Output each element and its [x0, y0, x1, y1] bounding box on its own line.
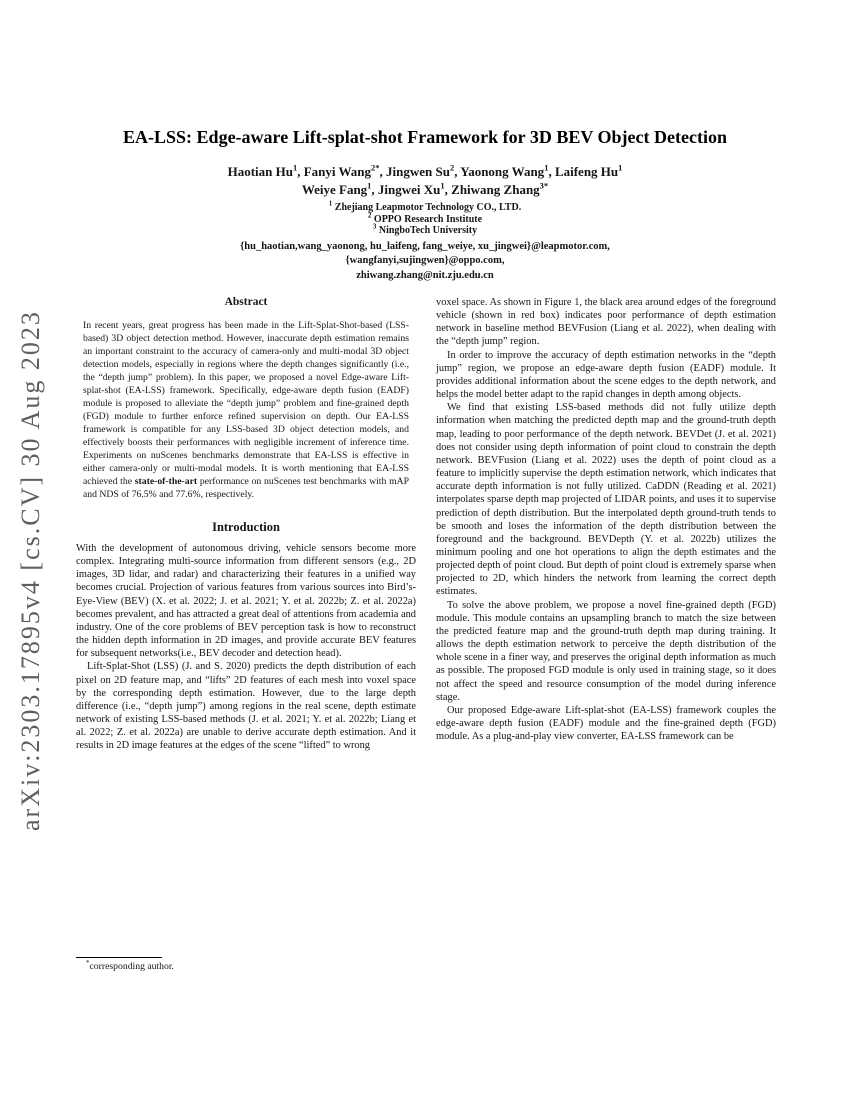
- affiliation-mark: 2: [367, 211, 372, 220]
- intro-paragraph-3: In order to improve the accuracy of depth estimation networks in the “depth jump” region, we propose an edge-aware depth fusion (EADF) module. It provides additional information about the scene edges to the depth network, and helps the model better adapt to the rapid changes in depth among objects.: [436, 349, 776, 401]
- intro-paragraph-4: We find that existing LSS-based methods did not fully utilize depth information when matching the predicted depth map and the ground-truth depth map, leading to poor performance of the depth network. BEVDet (J. et al. 2021) does not consider using depth information of point cloud to constrain the depth network. BEVFusion (Liang et al. 2022) uses the depth of point cloud as a feature to implicitly supervise the depth estimation network, which indicates that accurate depth information is not fully utilized. CaDDN (Reading et al. 2021) interpolates sparse depth map projected of LIDAR points, and uses it to supervise prediction of depth distribution. But the interpolated depth ground-truth tends to be smooth and loses the information of the depth distribution between the foreground and the background. BEVDepth (Y. et al. 2022b) utilizes the minimum pooling and one hot operations to align the depth estimates and the projected depth of point cloud. But depth of point cloud is extremely sparse when projected to 2D, which hinders the network from learning the correct depth estimates.: [436, 402, 776, 598]
- author: [460, 164, 555, 179]
- author-affil-mark: 2: [449, 162, 455, 173]
- author-separator: ,: [454, 164, 461, 179]
- abstract-text-pre: In recent years, great progress has been made in the Lift-Splat-Shot-based (LSS-based) 3D object detection method. However, inaccurate depth estimation remains an important constraint to the accuracy of camera-only and multi-modal 3D object detection models, especially in regions where the depth changes significantly (i.e., the “depth jump” problem). In this paper, we proposed a novel Edge-aware Lift-splat-shot (EA-LSS) framework. Specifically, edge-aware depth fusion (EADF) module is proposed to alleviate the “depth jump” problem and fine-grained depth (FGD) module to further enforce refined supervision on depth. Our EA-LSS framework is compatible for any LSS-based 3D object detection models, and effectively boosts their performances with negligible increment of inference time. Experiments on nuScenes benchmarks demonstrate that EA-LSS is effective in either camera-only or multi-modal models. It is worth mentioning that EA-LSS achieved the: [83, 320, 409, 487]
- affiliation-2: [0, 211, 850, 226]
- author-line-1: [0, 163, 850, 181]
- author: [451, 182, 548, 197]
- author-line-2: [0, 181, 850, 199]
- footnote-label: corresponding author.: [89, 961, 174, 972]
- author: [302, 182, 378, 197]
- footnote: [76, 957, 416, 972]
- introduction-heading: Introduction: [212, 520, 280, 534]
- author-separator: ,: [444, 182, 452, 197]
- paper-header: [0, 127, 850, 283]
- author: [386, 164, 460, 179]
- affiliation-mark: 3: [372, 222, 377, 231]
- affiliation-3: [0, 222, 850, 237]
- intro-paragraph-5: To solve the above problem, we propose a novel fine-grained depth (FGD) module. This module contains an upsampling branch to match the size between the predicted feature map and the ground-truth depth map during training. It allows the depth estimation network to perceive the depth distribution of the whole scene in a finer way, and preserves the original depth information as much as possible. The proposed FGD module is only used in training stage, so it does not affect the speed and resource consumption of the model during inference stage.: [436, 599, 776, 703]
- affiliation-text: Zhejiang Leapmotor Technology CO., LTD.: [332, 202, 522, 213]
- affiliation-mark: 1: [328, 199, 333, 208]
- email-line-2: {wangfanyi,sujingwen}@oppo.com,: [345, 255, 505, 266]
- intro-paragraph-1: With the development of autonomous driving, vehicle sensors become more complex. Integrating multi-source information from different sensors (e.g., 2D images, 3D lidar, and radar) and characterizing their features in a unified way becomes crucial. Projection of various features from various sources into Bird’s-Eye-View (BEV) (X. et al. 2022; J. et al. 2021; Y. et al. 2022b; Z. et al. 2022a) becomes prevalent, and has attracted a great deal of attentions from academia and industry. One of the core problems of BEV perception task is how to reconstruct the hidden depth information in 2D images, and provide accurate BEV features for subsequent networks(i.e., BEV decoder and detection head).: [76, 543, 416, 660]
- abstract-text: [83, 319, 409, 501]
- author-affil-mark: 1: [544, 162, 549, 173]
- author: [378, 182, 451, 197]
- intro-paragraph-2-right: voxel space. As shown in Figure 1, the black area around edges of the foreground vehicle (shown in red box) indicates poor performance of depth estimation network in baseline method BEVFusion (Liang et al. 2022), when dealing with the “depth jump” region.: [436, 297, 776, 348]
- intro-paragraph-2-left: Lift-Splat-Shot (LSS) (J. and S. 2020) predicts the depth distribution of each pixel on 2D feature map, and “lifts” 2D features of each mesh into voxel space by the corresponding depth estimation. However, due to the large depth difference (i.e., “depth jump”) among regions in the real scene, depth estimate network of existing LSS-based methods (J. et al. 2021; Y. et al. 2022b; Liang et al. 2022; Z. et al. 2022a) are unable to derive accurate depth estimation. And it results in 2D image features at the edges of the scene “lifted” to wrong: [76, 661, 416, 752]
- email-line-1: {hu_haotian,wang_yaonong, hu_laifeng, fang_weiye, xu_jingwei}@leapmotor.com,: [240, 240, 610, 252]
- author-separator: ,: [371, 182, 378, 197]
- author-name: Fanyi Wang: [303, 164, 372, 179]
- author: [228, 164, 304, 179]
- abstract-text-bold: state-of-the-art: [134, 476, 198, 487]
- email-line-3: zhiwang.zhang@nit.zju.edu.cn: [356, 269, 494, 281]
- author-affil-mark: 1: [367, 180, 372, 191]
- author-name: Zhiwang Zhang: [451, 182, 540, 197]
- intro-paragraph-6: Our proposed Edge-aware Lift-splat-shot (EA-LSS) framework couples the edge-aware depth fusion (EADF) module and the fine-grained depth (FGD) module. As a plug-and-play view converter, EA-LSS framework can be: [436, 704, 776, 743]
- author-name: Laifeng Hu: [554, 164, 619, 179]
- author-name: Weiye Fang: [301, 182, 368, 197]
- paper-title: EA-LSS: Edge-aware Lift-splat-shot Framework for 3D BEV Object Detection: [123, 127, 727, 147]
- author-name: Jingwei Xu: [377, 182, 441, 197]
- author-name: Jingwen Su: [386, 164, 450, 179]
- author-name: Haotian Hu: [227, 164, 293, 179]
- author-affil-mark: 1: [440, 180, 445, 191]
- author-separator: ,: [297, 164, 304, 179]
- emails: [0, 240, 850, 284]
- author-separator: ,: [379, 164, 387, 179]
- footnote-text: [76, 958, 416, 972]
- author: [304, 164, 386, 179]
- right-column: [436, 296, 776, 743]
- author-affil-mark: 3*: [539, 180, 549, 191]
- abstract-text-post: performance on nuScenes test benchmarks with mAP and NDS of 76.5% and 77.6%, respectively.: [83, 476, 409, 500]
- author: [555, 164, 622, 179]
- affiliation-text: NingboTech University: [376, 225, 478, 236]
- footnote-mark: *: [86, 958, 90, 967]
- abstract-heading: Abstract: [224, 296, 268, 308]
- author-affil-mark: 2*: [371, 162, 380, 173]
- author-affil-mark: 1: [618, 162, 623, 173]
- affiliations: [0, 199, 850, 237]
- left-column: [76, 296, 416, 753]
- affiliation-1: [0, 199, 850, 214]
- arxiv-watermark: arXiv:2303.17895v4 [cs.CV] 30 Aug 2023: [16, 310, 45, 831]
- author-name: Yaonong Wang: [460, 164, 545, 179]
- author-separator: ,: [548, 164, 555, 179]
- author-affil-mark: 1: [292, 162, 298, 173]
- affiliation-text: OPPO Research Institute: [371, 213, 483, 225]
